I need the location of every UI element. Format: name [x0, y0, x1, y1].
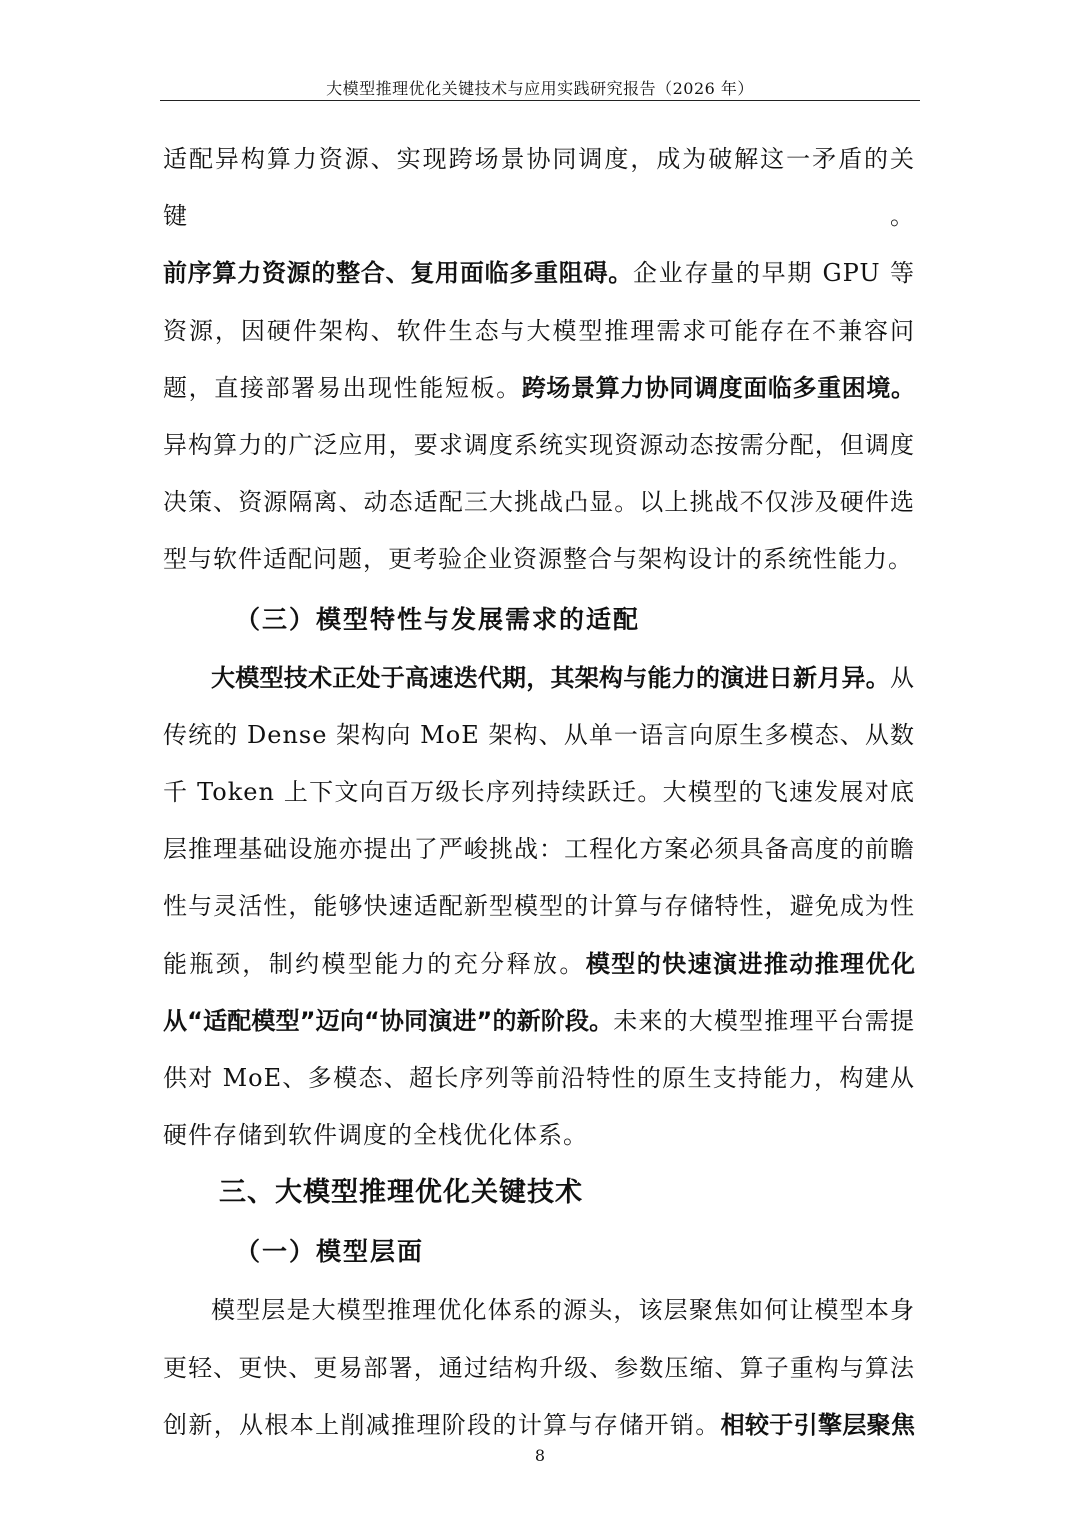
- paragraph-model-evolution: [163, 650, 915, 1165]
- section-heading: 三、大模型推理优化关键技术: [219, 1177, 583, 1209]
- paragraph-text: 模型层是大模型推理优化体系的源头，该层聚焦如何让模型本身更轻、更快、更易部署，通过结构升级、参数压缩、算子重构与算法创新，从根本上削减推理阶段的计算与存储开销。: [163, 1296, 915, 1439]
- header-rule: [160, 100, 920, 101]
- paragraph-text: 从传统的 Dense 架构向 MoE 架构、从单一语言向原生多模态、从数千 Token 上下文向百万级长序列持续跃迁。大模型的飞速发展对底层推理基础设施亦提出了严峻挑战：工程化方案必须具备高度的前瞻性与灵活性，能够快速适配新型模型的计算与存储特性，避免成为性能瓶颈，制约模型能力的充分释放。: [163, 663, 915, 978]
- paragraph-model-layer: [163, 1282, 915, 1454]
- bold-lead: 相较于引擎层聚焦: [720, 1410, 916, 1439]
- paragraph-compute-reuse: [163, 245, 915, 588]
- paragraph-text: 未来的大模型推理平台需提供对 MoE、多模态、超长序列等前沿特性的原生支持能力，构建从硬件存储到软件调度的全栈优化体系。: [163, 1006, 916, 1150]
- document-body: [163, 131, 915, 1454]
- paragraph-continuation: [163, 131, 915, 245]
- page-number: 8: [534, 1446, 546, 1465]
- paragraph-text: 企业存量的早期 GPU 等资源，因硬件架构、软件生态与大模型推理需求可能存在不兼容问题，直接部署易出现性能短板。: [163, 259, 915, 402]
- subsection-heading: （三）模型特性与发展需求的适配: [235, 604, 641, 634]
- bold-lead: 前序算力资源的整合、复用面临多重阻碍。: [163, 259, 633, 288]
- bold-lead: 模型的快速演进推动推理优化从“适配模型”迈向“协同演进”的新阶段。: [163, 949, 916, 1035]
- running-header: 大模型推理优化关键技术与应用实践研究报告（2026 年）: [326, 79, 754, 98]
- bold-lead: 大模型技术正处于高速迭代期，其架构与能力的演进日新月异。: [211, 663, 890, 692]
- paragraph-text: 适配异构算力资源、实现跨场景协同调度，成为破解这一矛盾的关键。: [163, 145, 915, 231]
- subsection-heading: （一）模型层面: [235, 1237, 425, 1267]
- paragraph-text: 异构算力的广泛应用，要求调度系统实现资源动态按需分配，但调度决策、资源隔离、动态适配三大挑战凸显。以上挑战不仅涉及硬件选型与软件适配问题，更考验企业资源整合与架构设计的系统性能力。: [163, 431, 915, 574]
- bold-lead: 跨场景算力协同调度面临多重困境。: [521, 373, 916, 402]
